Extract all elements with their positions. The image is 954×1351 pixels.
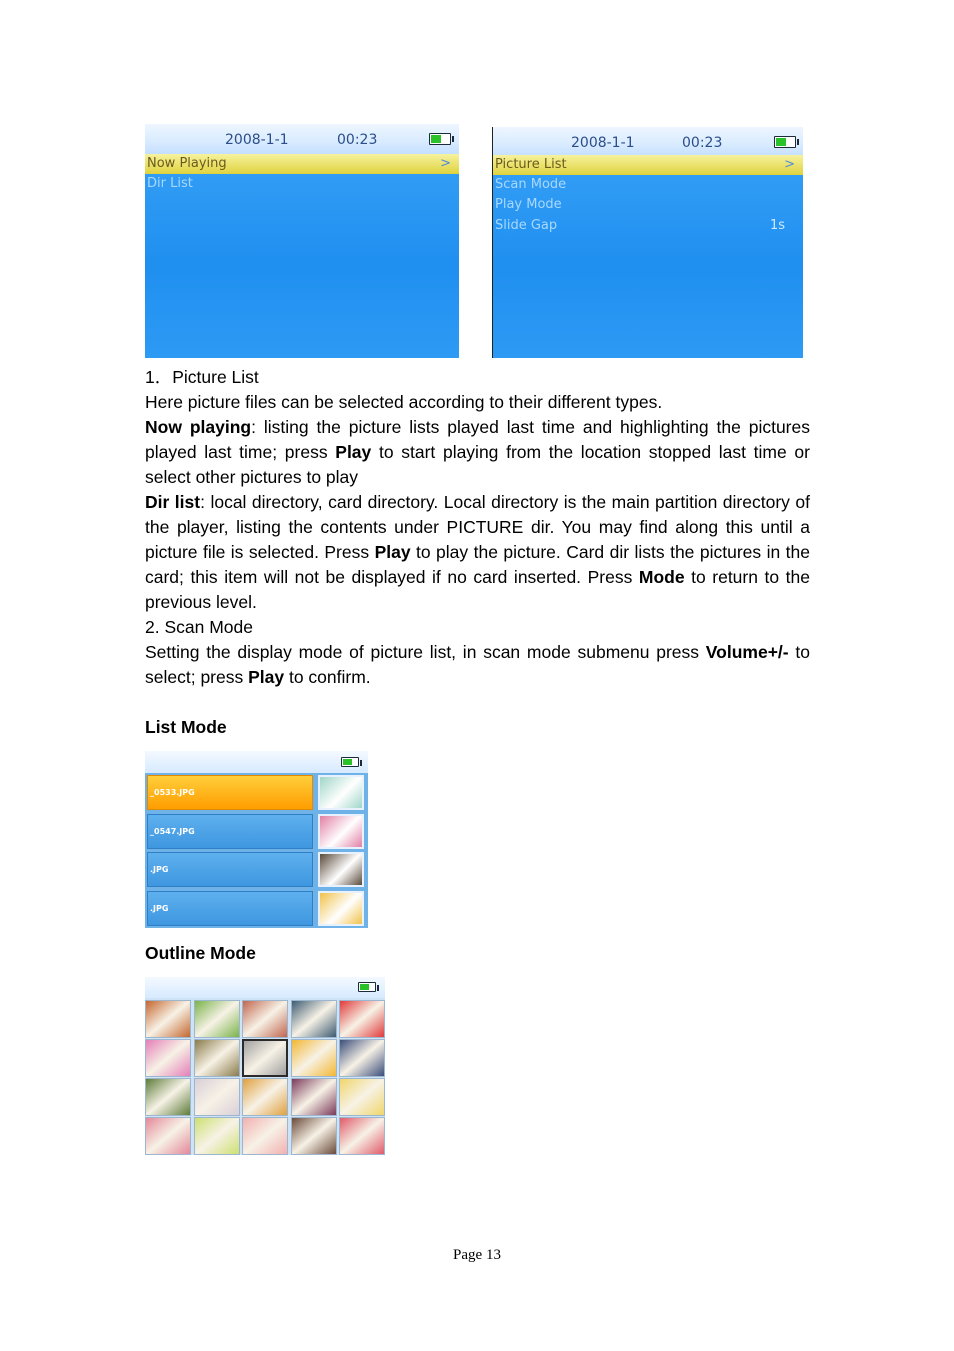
list-mode-screenshot	[145, 751, 368, 928]
body-text: to confirm.	[284, 667, 371, 687]
body-text: Setting the display mode of picture list, in scan mode submenu press	[145, 642, 706, 662]
battery-icon	[358, 982, 376, 992]
thumbnail-tile[interactable]	[339, 1078, 385, 1116]
battery-icon	[429, 133, 451, 145]
keyword-mode: Mode	[638, 567, 685, 587]
thumbnail-tile[interactable]	[339, 1117, 385, 1155]
thumbnail-tile[interactable]	[242, 1078, 288, 1116]
status-bar	[145, 977, 385, 998]
menu-item-dir-list[interactable]	[145, 174, 459, 194]
thumbnail-tile[interactable]	[339, 1000, 385, 1038]
section-title: 1．Picture List	[145, 367, 259, 387]
menu-item-scan-mode[interactable]	[493, 175, 803, 195]
keyword-play: Play	[248, 667, 285, 687]
thumbnail-tile[interactable]	[339, 1039, 385, 1077]
thumbnail-image[interactable]	[318, 852, 364, 887]
thumbnail-tile[interactable]	[291, 1078, 337, 1116]
battery-icon	[341, 757, 359, 767]
menu-item-label: Picture List	[495, 157, 567, 172]
status-bar	[493, 127, 803, 157]
menu-item-label: Play Mode	[495, 197, 562, 212]
body-text: to play the picture. Card dir lists the pictures in the card; this item will not be displayed if no card inserted. Press	[145, 542, 810, 587]
scan-mode-paragraph	[145, 640, 810, 690]
device-screen-picture-menu	[492, 127, 803, 358]
status-time: 00:23	[337, 132, 378, 148]
status-bar	[145, 751, 368, 773]
list-row-file[interactable]: .JPG	[147, 891, 313, 926]
keyword-play: Play	[335, 442, 372, 462]
keyword-play: Play	[374, 542, 411, 562]
thumbnail-tile[interactable]	[291, 1000, 337, 1038]
menu-item-label: Scan Mode	[495, 177, 567, 192]
menu-item-value: 1s	[769, 218, 785, 233]
menu-item-picture-list[interactable]	[493, 155, 803, 175]
now-playing-paragraph	[145, 415, 810, 490]
section-picture-list	[145, 365, 810, 690]
thumbnail-tile[interactable]	[194, 1039, 240, 1077]
menu-item-slide-gap[interactable]	[493, 216, 803, 236]
thumbnail-tile[interactable]	[194, 1117, 240, 1155]
thumbnail-tile[interactable]	[194, 1000, 240, 1038]
thumbnail-image[interactable]	[318, 814, 364, 849]
status-date: 2008-1-1	[571, 135, 635, 151]
menu-item-play-mode[interactable]	[493, 195, 803, 215]
intro-text: Here picture files can be selected according to their different types.	[145, 392, 663, 412]
menu-item-label: Now Playing	[147, 156, 227, 171]
status-bar	[145, 124, 459, 154]
body-text: to select; press	[145, 642, 810, 687]
thumbnail-tile[interactable]	[145, 1039, 191, 1077]
thumbnail-tile[interactable]	[242, 1000, 288, 1038]
body-text: to return to the previous level.	[145, 567, 810, 612]
battery-icon	[774, 136, 796, 148]
outline-mode-screenshot	[145, 977, 385, 1155]
list-row-file[interactable]: _0533.JPG	[147, 775, 313, 810]
keyword-volume: Volume+/-	[705, 642, 789, 662]
outline-mode-heading: Outline Mode	[145, 943, 256, 963]
status-time: 00:23	[682, 135, 723, 151]
status-date: 2008-1-1	[225, 132, 289, 148]
term-dir-list: Dir list	[145, 492, 201, 512]
term-now-playing: Now playing	[145, 417, 252, 437]
dir-list-paragraph	[145, 490, 810, 615]
thumbnail-image[interactable]	[318, 775, 364, 810]
thumbnail-tile[interactable]	[291, 1039, 337, 1077]
body-text: : local directory, card directory. Local directory is the main partition directory of the player, listing the contents under PICTURE dir. You may find along this until a picture file is selected. Press	[145, 492, 810, 562]
thumbnail-tile[interactable]	[145, 1078, 191, 1116]
section-title: 2. Scan Mode	[145, 617, 253, 637]
body-text: to start playing from the location stopped last time or select other pictures to play	[145, 442, 810, 487]
thumbnail-tile[interactable]	[145, 1117, 191, 1155]
menu-item-now-playing[interactable]	[145, 154, 459, 174]
thumbnail-tile[interactable]	[242, 1039, 288, 1077]
chevron-right-icon: >	[784, 157, 795, 172]
list-row-file[interactable]: _0547.JPG	[147, 814, 313, 849]
page-number: Page 13	[453, 1247, 501, 1263]
menu-item-label: Slide Gap	[495, 218, 558, 233]
device-screen-main-menu	[145, 124, 459, 358]
thumbnail-tile[interactable]	[145, 1000, 191, 1038]
thumbnail-tile[interactable]	[242, 1117, 288, 1155]
list-mode-heading: List Mode	[145, 717, 227, 737]
body-text: : listing the picture lists played last time and highlighting the pictures played last time; press	[145, 417, 810, 462]
chevron-right-icon: >	[440, 156, 451, 171]
thumbnail-image[interactable]	[318, 891, 364, 926]
thumbnail-tile[interactable]	[194, 1078, 240, 1116]
menu-item-label: Dir List	[147, 176, 193, 191]
list-row-file[interactable]: .JPG	[147, 852, 313, 887]
thumbnail-tile[interactable]	[291, 1117, 337, 1155]
